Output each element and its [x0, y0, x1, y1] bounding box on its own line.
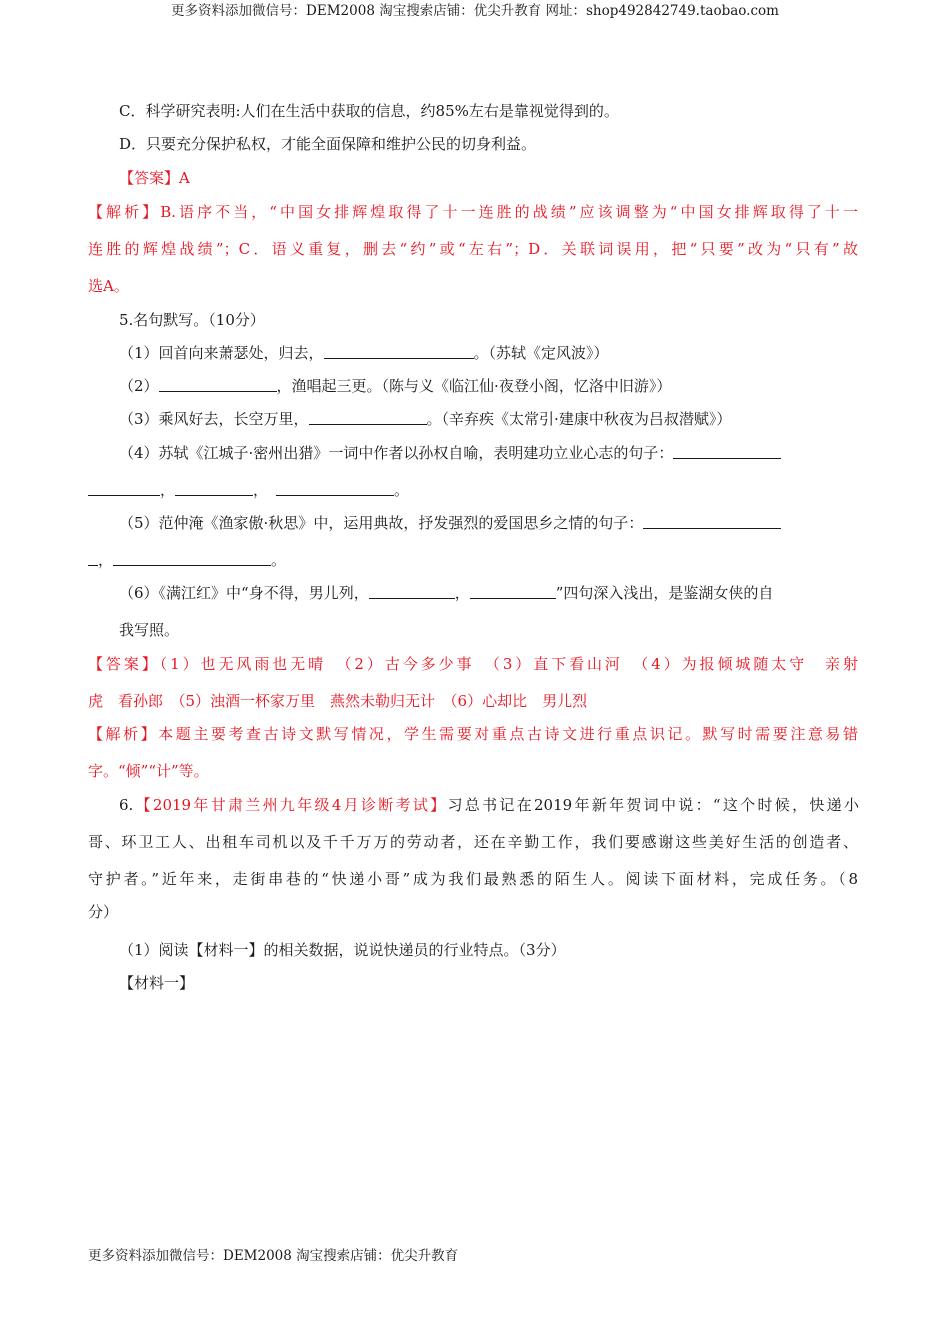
- page-header: 更多资料添加微信号：DEM2008 淘宝搜索店铺：优尖升教育 网址：shop492842749.taobao.com: [171, 3, 779, 19]
- q5-item-text: ，渔唱起三更。（陈与义《临江仙·夜登小阁，忆洛中旧游》）: [276, 377, 672, 395]
- q5-item-2: [119, 375, 859, 397]
- q5-item-text: （1）回首向来萧瑟处，归去，: [119, 344, 324, 362]
- q6-intro-line: 分）: [88, 903, 119, 921]
- q5-item-text: ”四句深入浅出，是鉴湖女侠的自: [555, 584, 774, 602]
- q6-intro-text: 习总书记在2019年新年贺词中说：“这个时候，快递小: [447, 796, 859, 814]
- q6-intro-line: 守护者。”近年来，走街串巷的“快递小哥”成为我们最熟悉的陌生人。阅读下面材料，完成任务。（8: [88, 870, 858, 888]
- q4-analysis-line: 【解析】B.语序不当，“中国女排辉煌取得了十一连胜的战绩”应该调整为“中国女排辉取得了十一: [88, 203, 858, 221]
- answer-blank[interactable]: [369, 583, 455, 599]
- q4-answer: 【答案】A: [119, 169, 190, 187]
- q5-item-text: 。: [271, 551, 287, 569]
- q5-item-text: ，: [160, 481, 176, 499]
- q5-title: 5.名句默写。（10分）: [119, 311, 265, 329]
- q5-answer-line: 【答案】（1）也无风雨也无晴 （2）古今多少事 （3）直下看山河 （4）为报倾城随太守 亲射: [88, 655, 858, 673]
- q5-item-3: [119, 408, 859, 430]
- q5-analysis-line: 字。“倾”“计”等。: [88, 762, 209, 780]
- q6-intro-line: [119, 794, 859, 816]
- answer-blank[interactable]: [88, 550, 98, 566]
- q5-item-text: （2）: [119, 377, 159, 395]
- q6-intro-line: 哥、环卫工人、出租车司机以及千千万万的劳动者，还在辛勤工作，我们要感谢这些美好生活的创造者、: [88, 833, 858, 851]
- q5-item-text: （3）乘风好去，长空万里，: [119, 410, 309, 428]
- q5-item-text: 。: [394, 481, 410, 499]
- answer-blank[interactable]: [113, 550, 271, 566]
- q5-item-text: ，: [98, 551, 114, 569]
- q5-item-text: （4）苏轼《江城子·密州出猎》一词中作者以孙权自喻，表明建功立业心志的句子：: [119, 444, 674, 462]
- q5-item-text: （5）范仲淹《渔家傲·秋思》中，运用典故，抒发强烈的爱国思乡之情的句子：: [119, 514, 644, 532]
- answer-blank[interactable]: [309, 409, 427, 425]
- q5-item-text: ，: [454, 584, 470, 602]
- q4-analysis-line: 选A。: [88, 277, 129, 295]
- answer-blank[interactable]: [673, 443, 781, 459]
- q5-item-6: [119, 582, 859, 604]
- q5-analysis-line: 【解析】本题主要考查古诗文默写情况，学生需要对重点古诗文进行重点识记。默写时需要注意易错: [88, 725, 858, 743]
- answer-blank[interactable]: [276, 480, 394, 496]
- q5-item-1: [119, 342, 859, 364]
- q5-item-5-cont: [88, 549, 858, 571]
- q4-option-d: D．只要充分保护私权，才能全面保障和维护公民的切身利益。: [119, 135, 537, 153]
- q5-item-4-cont: [88, 479, 858, 501]
- answer-blank[interactable]: [470, 583, 556, 599]
- q4-option-c: C．科学研究表明:人们在生活中获取的信息，约85%左右是靠视觉得到的。: [119, 102, 619, 120]
- q5-item-text: （6）《满江红》中“身不得，男儿列，: [119, 584, 369, 602]
- q5-item-text: 。（辛弃疾《太常引·建康中秋夜为吕叔潜赋》）: [426, 410, 732, 428]
- q5-item-6-cont: 我写照。: [119, 621, 180, 639]
- q6-sub-question-1: （1）阅读【材料一】的相关数据，说说快递员的行业特点。（3分）: [119, 941, 566, 959]
- q6-material-label: 【材料一】: [119, 974, 195, 992]
- q5-item-text: ，: [253, 481, 269, 499]
- q5-item-5: [119, 512, 859, 534]
- q5-answer-line: 虎 看孙郎 （5）浊酒一杯家万里 燕然未勒归无计 （6）心却比 男儿烈: [88, 692, 588, 710]
- answer-blank[interactable]: [324, 343, 474, 359]
- q5-item-text: 。（苏轼《定风波》）: [473, 344, 609, 362]
- q5-item-4: [119, 442, 859, 464]
- answer-blank[interactable]: [175, 480, 253, 496]
- answer-blank[interactable]: [88, 480, 160, 496]
- q4-analysis-line: 连胜的辉煌战绩”；C．语义重复，删去“约”或“左右”；D．关联词误用，把“只要”改为“只有”故: [88, 240, 858, 258]
- page-footer: 更多资料添加微信号：DEM2008 淘宝搜索店铺：优尖升教育: [88, 1248, 459, 1264]
- q6-number: 6.: [119, 796, 134, 814]
- q6-source: 【2019年甘肃兰州九年级4月诊断考试】: [133, 796, 448, 814]
- answer-blank[interactable]: [159, 376, 277, 392]
- answer-blank[interactable]: [643, 513, 781, 529]
